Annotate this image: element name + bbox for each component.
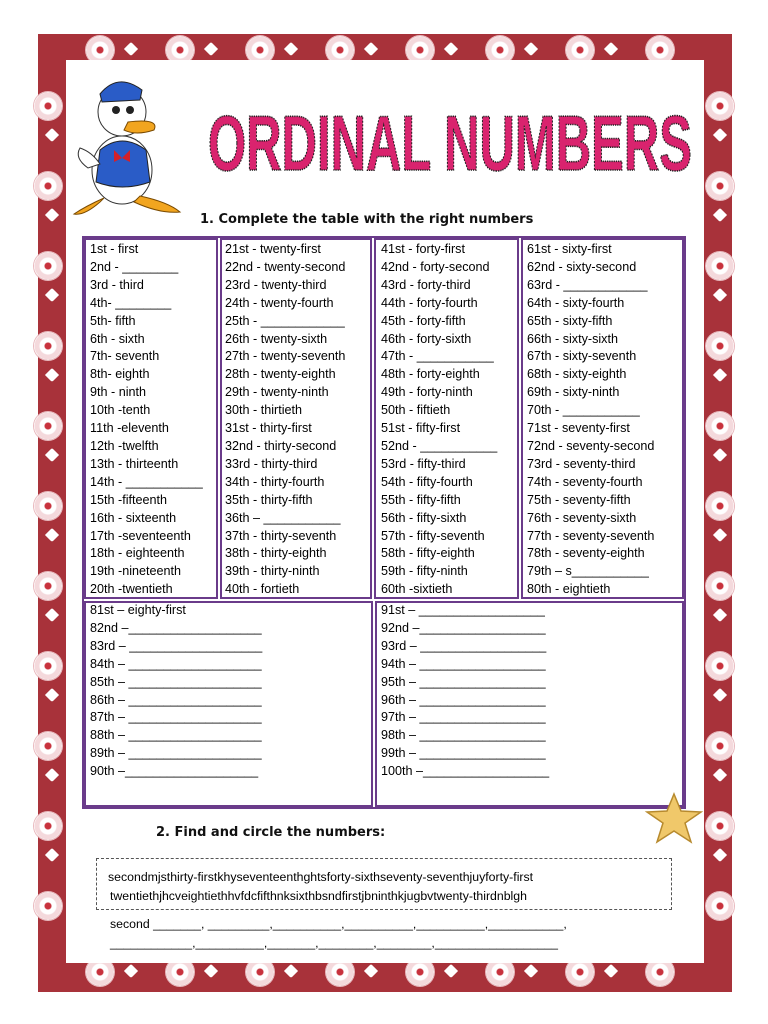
ordinal-entry: 47th - ___________ xyxy=(381,349,494,364)
ordinal-entry: 56th - fifty-sixth xyxy=(381,510,467,525)
ordinal-entry: 14th - ___________ xyxy=(90,474,203,489)
flower-icon xyxy=(34,332,62,360)
ordinal-entry: 38th - thirty-eighth xyxy=(225,546,327,561)
ordinal-entry: 62nd - sixty-second xyxy=(527,259,637,274)
ordinal-entry: 86th – ___________________ xyxy=(90,692,262,707)
ordinal-entry: 77th - seventy-seventh xyxy=(527,528,655,543)
ordinal-entry: 21st - twenty-first xyxy=(225,242,321,256)
ordinal-entry: 66th - sixty-sixth xyxy=(527,331,618,346)
ordinal-entry: 24th - twenty-fourth xyxy=(225,295,334,310)
ordinal-entry: 7th- seventh xyxy=(90,349,160,364)
ordinal-entry: 73rd - seventy-third xyxy=(527,456,636,471)
ordinal-entry: 8th- eighth xyxy=(90,367,150,382)
flower-icon xyxy=(34,652,62,680)
flower-icon xyxy=(706,732,734,760)
flower-icon xyxy=(706,332,734,360)
ordinal-entry: 67th - sixty-seventh xyxy=(527,349,637,364)
ordinal-column-3 xyxy=(381,241,497,599)
ordinal-entry: 71st - seventy-first xyxy=(527,421,630,436)
flower-icon xyxy=(34,732,62,760)
ordinal-entry: 93rd – __________________ xyxy=(381,638,547,653)
ordinal-entry: 31st - thirty-first xyxy=(225,421,312,436)
flower-icon xyxy=(34,812,62,840)
ordinal-entry: 26th - twenty-sixth xyxy=(225,331,328,346)
ordinal-entry: 81st – eighty-first xyxy=(90,603,186,617)
ordinal-column-5 xyxy=(90,602,262,781)
ordinal-entry: 25th - ____________ xyxy=(225,313,345,328)
ordinal-entry: 82nd –___________________ xyxy=(90,620,262,635)
ordinal-entry: 44th - forty-fourth xyxy=(381,295,478,310)
ordinal-entry: 61st - sixty-first xyxy=(527,242,612,256)
ordinal-entry: 4th- ________ xyxy=(90,295,172,310)
ordinal-entry: 100th –__________________ xyxy=(381,764,550,779)
ordinal-entry: 95th – __________________ xyxy=(381,674,546,689)
ordinal-entry: 55th - fifty-fifth xyxy=(381,492,461,507)
ordinal-entry: 76th - seventy-sixth xyxy=(527,510,637,525)
title-text: ORDINAL NUMBERS xyxy=(208,99,692,182)
donald-duck-image xyxy=(70,72,185,222)
ordinal-entry: 30th - thirtieth xyxy=(225,403,303,418)
ordinal-entry: 57th - fifty-seventh xyxy=(381,528,485,543)
ordinal-entry: 19th -nineteenth xyxy=(90,564,182,579)
ordinal-entry: 59th - fifty-ninth xyxy=(381,564,468,579)
ordinal-entry: 78th - seventy-eighth xyxy=(527,546,645,561)
ordinal-column-2 xyxy=(225,241,345,599)
ordinal-entry: 32nd - thirty-second xyxy=(225,438,337,453)
ordinal-entry: 97th – __________________ xyxy=(381,710,546,725)
ordinal-entry: 94th – __________________ xyxy=(381,656,546,671)
ordinal-entry: 49th - forty-ninth xyxy=(381,385,473,400)
ordinal-entry: 92nd –__________________ xyxy=(381,620,546,635)
ordinal-entry: 90th –___________________ xyxy=(90,764,259,779)
flower-icon xyxy=(34,172,62,200)
ordinal-entry: 69th - sixty-ninth xyxy=(527,385,620,400)
answer-line-1: second _______, _________,__________,__________,__________,___________, xyxy=(110,917,567,931)
ordinal-entry: 48th - forty-eighth xyxy=(381,367,480,382)
ordinal-entry: 88th – ___________________ xyxy=(90,728,262,743)
ordinal-entry: 16th - sixteenth xyxy=(90,510,177,525)
ordinal-entry: 22nd - twenty-second xyxy=(225,259,346,274)
ordinal-entry: 37th - thirty-seventh xyxy=(225,528,337,543)
answer-line-2: ____________,__________,_______,________,________,__________________ xyxy=(110,936,558,950)
flower-icon xyxy=(34,92,62,120)
flower-icon xyxy=(34,252,62,280)
ordinal-entry: 68th - sixty-eighth xyxy=(527,367,627,382)
ordinal-entry: 70th - ___________ xyxy=(527,403,640,418)
ordinal-entry: 96th – __________________ xyxy=(381,692,546,707)
word-search-line-2: twentiethjhcveightiethhvfdcfifthnksixthbsndfirstjbninthkjugbvtwenty-thirdnblgh xyxy=(110,889,527,903)
ordinal-entry: 43rd - forty-third xyxy=(381,277,471,292)
ordinal-entry: 39th - thirty-ninth xyxy=(225,564,320,579)
flower-icon xyxy=(34,492,62,520)
flower-icon xyxy=(706,572,734,600)
ordinal-entry: 5th- fifth xyxy=(90,313,136,328)
ordinal-entry: 52nd - ___________ xyxy=(381,438,498,453)
ordinal-entry: 75th - seventy-fifth xyxy=(527,492,631,507)
ordinal-entry: 23rd - twenty-third xyxy=(225,277,327,292)
ordinal-entry: 89th – ___________________ xyxy=(90,746,262,761)
ordinal-entry: 33rd - thirty-third xyxy=(225,456,318,471)
ordinal-entry: 15th -fifteenth xyxy=(90,492,168,507)
page-title xyxy=(205,92,695,182)
ordinal-entry: 45th - forty-fifth xyxy=(381,313,466,328)
ordinal-entry: 18th - eighteenth xyxy=(90,546,185,561)
ordinal-entry: 83rd – ___________________ xyxy=(90,638,263,653)
flower-icon xyxy=(706,652,734,680)
ordinal-entry: 12th -twelfth xyxy=(90,438,159,453)
ordinal-entry: 40th - fortieth xyxy=(225,582,300,597)
ordinal-entry: 9th - ninth xyxy=(90,385,147,400)
ordinal-entry: 36th – ___________ xyxy=(225,510,341,525)
ordinal-column-6 xyxy=(381,602,549,781)
ordinal-entry: 60th -sixtieth xyxy=(381,582,453,597)
flower-icon xyxy=(34,412,62,440)
ordinal-entry: 1st - first xyxy=(90,242,139,256)
ordinal-entry: 58th - fifty-eighth xyxy=(381,546,475,561)
ordinal-entry: 79th – s___________ xyxy=(527,564,649,579)
ordinal-entry: 29th - twenty-ninth xyxy=(225,385,329,400)
exercise1-heading: 1. Complete the table with the right numbers xyxy=(200,212,534,227)
flower-icon xyxy=(34,572,62,600)
ordinal-entry: 84th – ___________________ xyxy=(90,656,262,671)
ordinal-entry: 54th - fifty-fourth xyxy=(381,474,473,489)
ordinal-entry: 10th -tenth xyxy=(90,403,151,418)
ordinal-entry: 13th - thirteenth xyxy=(90,456,179,471)
ordinal-entry: 11th -eleventh xyxy=(90,421,169,436)
flower-icon xyxy=(34,892,62,920)
exercise2-heading: 2. Find and circle the numbers: xyxy=(156,825,386,840)
ordinal-entry: 6th - sixth xyxy=(90,331,145,346)
ordinal-entry: 3rd - third xyxy=(90,277,144,292)
ordinal-entry: 42nd - forty-second xyxy=(381,259,490,274)
ordinal-entry: 35th - thirty-fifth xyxy=(225,492,313,507)
ordinal-entry: 74th - seventy-fourth xyxy=(527,474,643,489)
flower-icon xyxy=(706,812,734,840)
ordinal-entry: 50th - fiftieth xyxy=(381,403,451,418)
ordinal-entry: 91st – __________________ xyxy=(381,603,545,617)
ordinal-entry: 85th – ___________________ xyxy=(90,674,262,689)
ordinal-entry: 28th - twenty-eighth xyxy=(225,367,336,382)
ordinal-entry: 53rd - fifty-third xyxy=(381,456,466,471)
flower-icon xyxy=(706,252,734,280)
ordinal-entry: 34th - thirty-fourth xyxy=(225,474,325,489)
ordinal-entry: 87th – ___________________ xyxy=(90,710,262,725)
flower-icon xyxy=(706,92,734,120)
flower-icon xyxy=(706,172,734,200)
ordinal-entry: 65th - sixty-fifth xyxy=(527,313,613,328)
ordinal-entry: 17th -seventeenth xyxy=(90,528,191,543)
star-icon xyxy=(644,792,704,844)
ordinal-entry: 72nd - seventy-second xyxy=(527,438,655,453)
ordinal-entry: 41st - forty-first xyxy=(381,242,465,256)
flower-icon xyxy=(706,892,734,920)
flower-icon xyxy=(706,412,734,440)
ordinal-entry: 51st - fifty-first xyxy=(381,421,461,436)
ordinal-entry: 20th -twentieth xyxy=(90,582,173,597)
ordinal-entry: 80th - eightieth xyxy=(527,582,611,597)
ordinal-column-1 xyxy=(90,241,203,599)
flower-icon xyxy=(706,492,734,520)
ordinal-entry: 46th - forty-sixth xyxy=(381,331,472,346)
ordinal-entry: 27th - twenty-seventh xyxy=(225,349,346,364)
ordinal-entry: 99th – __________________ xyxy=(381,746,546,761)
ordinal-entry: 2nd - ________ xyxy=(90,259,179,274)
ordinal-column-4 xyxy=(527,241,654,599)
ordinal-entry: 98th – __________________ xyxy=(381,728,546,743)
word-search-line-1: secondmjsthirty-firstkhyseventeenthghtsforty-sixthseventy-seventhjuyforty-first xyxy=(108,870,534,884)
ordinal-entry: 64th - sixty-fourth xyxy=(527,295,625,310)
ordinal-entry: 63rd - ____________ xyxy=(527,277,648,292)
